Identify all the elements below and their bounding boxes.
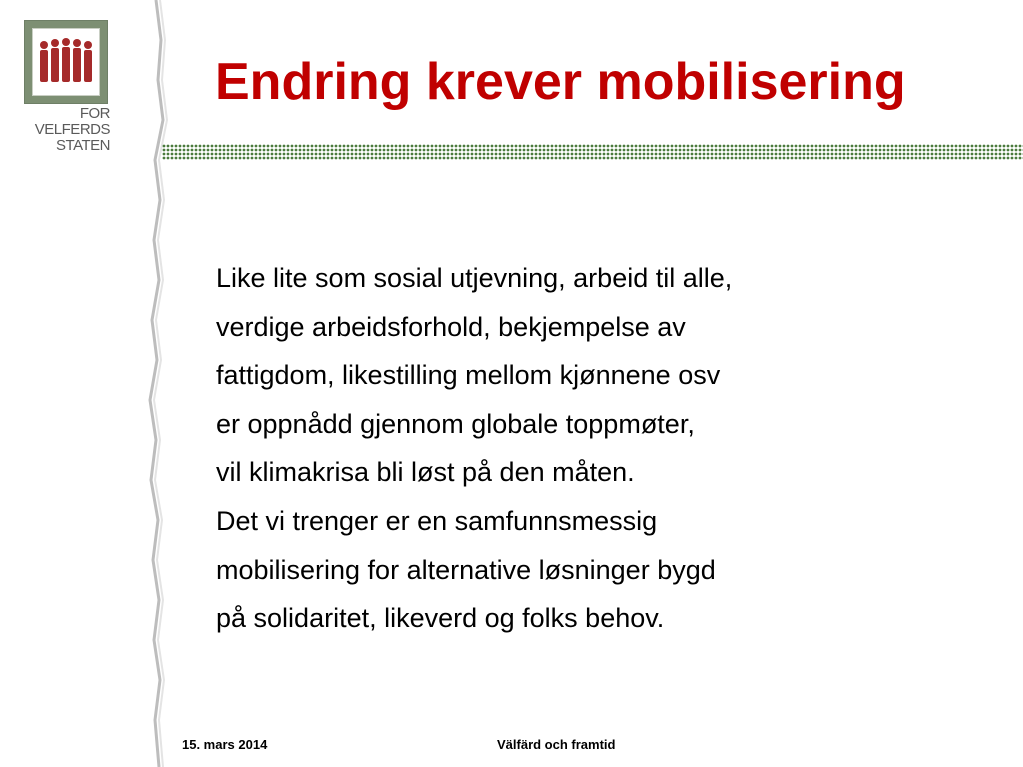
body-line: fattigdom, likestilling mellom kjønnene osv: [216, 360, 721, 391]
logo-line-3: STATEN: [56, 137, 110, 154]
logo-frame: [24, 20, 108, 104]
body-line: på solidaritet, likeverd og folks behov.: [216, 603, 665, 634]
logo-line-2: VELFERDS: [34, 121, 110, 138]
footer-title: Välfärd och framtid: [497, 737, 616, 752]
footer-date: 15. mars 2014: [182, 737, 268, 752]
body-line: vil klimakrisa bli løst på den måten.: [216, 457, 635, 488]
body-line: Like lite som sosial utjevning, arbeid til alle,: [216, 263, 733, 293]
logo-inner: [32, 28, 100, 96]
dotted-divider: [162, 144, 1023, 160]
body-line: mobilisering for alternative løsninger bygd: [216, 554, 716, 585]
body-line: Det vi trenger er en samfunnsmessig: [216, 505, 658, 536]
logo: [24, 20, 110, 162]
slide-body: [216, 254, 976, 643]
body-line: er oppnådd gjennom globale toppmøter,: [216, 408, 695, 439]
slide-title: Endring krever mobilisering: [215, 53, 906, 111]
body-line: verdige arbeidsforhold, bekjempelse av: [216, 311, 686, 342]
people-icon: [33, 29, 99, 95]
logo-wordmark: [24, 106, 110, 154]
logo-line-1: FOR: [79, 105, 110, 122]
